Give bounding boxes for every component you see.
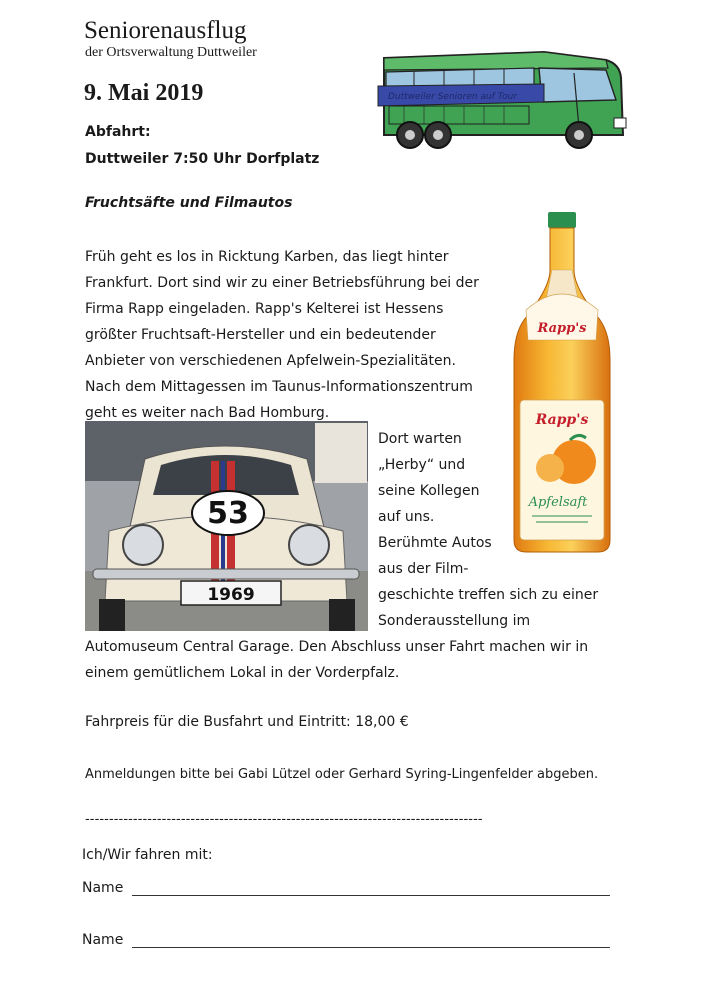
paragraph-cars [378,426,618,634]
paragraph-line: Nach dem Mittagessen im Taunus-Informationszentrum [85,379,473,395]
paragraph-line: Automuseum Central Garage. Den Abschluss unser Fahrt machen wir in [85,639,589,655]
price-text: Fahrpreis für die Busfahrt und Eintritt: 18,00 € [85,714,409,730]
paragraph-line: auf uns. [378,509,435,525]
svg-text:Rapp's: Rapp's [537,321,587,336]
paragraph-line: Anbieter von verschiedenen Apfelwein-Spezialitäten. [85,353,456,369]
trip-date: 9. Mai 2019 [84,80,204,106]
paragraph-line: Firma Rapp eingeladen. Rapp's Kelterei ist Hessens [85,301,444,317]
paragraph-line: Berühmte Autos [378,535,492,551]
form-heading: Ich/Wir fahren mit: [82,847,213,863]
cut-line-separator: ----------------------------------------------------------------------------------- [85,812,483,827]
section-title: Fruchtsäfte und Filmautos [85,195,293,211]
paragraph-line: Frankfurt. Dort sind wir zu einer Betriebsführung bei der [85,275,479,291]
herbie-car-image [85,421,368,631]
page-subtitle: der Ortsverwaltung Duttweiler [85,45,257,60]
paragraph-line: aus der Film- [378,561,469,577]
bottle-product-label: Apfelsaft [528,495,588,510]
paragraph-line: geht es weiter nach Bad Homburg. [85,405,330,421]
bus-image [374,40,634,158]
paragraph-closing [85,634,588,686]
paragraph-line: Dort warten [378,431,462,447]
departure-detail: Duttweiler 7:50 Uhr Dorfplatz [85,151,320,167]
car-license-plate: 1969 [207,585,255,605]
paragraph-line: „Herby“ und [378,457,466,473]
departure-label: Abfahrt: [85,124,151,140]
car-number: 53 [207,496,249,531]
registration-text: Anmeldungen bitte bei Gabi Lützel oder Gerhard Syring-Lingenfelder abgeben. [85,767,599,782]
paragraph-intro [85,244,515,426]
name-field-1[interactable] [132,878,610,896]
paragraph-line: Früh geht es los in Ricktung Karben, das liegt hinter [85,249,449,265]
page-title: Seniorenausflug [84,17,247,44]
paragraph-line: seine Kollegen [378,483,480,499]
paragraph-line: Sonderausstellung im [378,613,531,629]
paragraph-line: einem gemütlichem Lokal in der Vorderpfalz. [85,665,400,681]
bus-banner-text: Duttweiler Senioren auf Tour [388,92,517,102]
paragraph-line: größter Fruchtsaft-Hersteller und ein bedeutender [85,327,436,343]
name-label-1: Name [82,880,124,896]
bottle-brand-label: Rapp's [535,412,589,428]
name-label-2: Name [82,932,124,948]
name-field-2[interactable] [132,930,610,948]
paragraph-line: geschichte treffen sich zu einer [378,587,599,603]
